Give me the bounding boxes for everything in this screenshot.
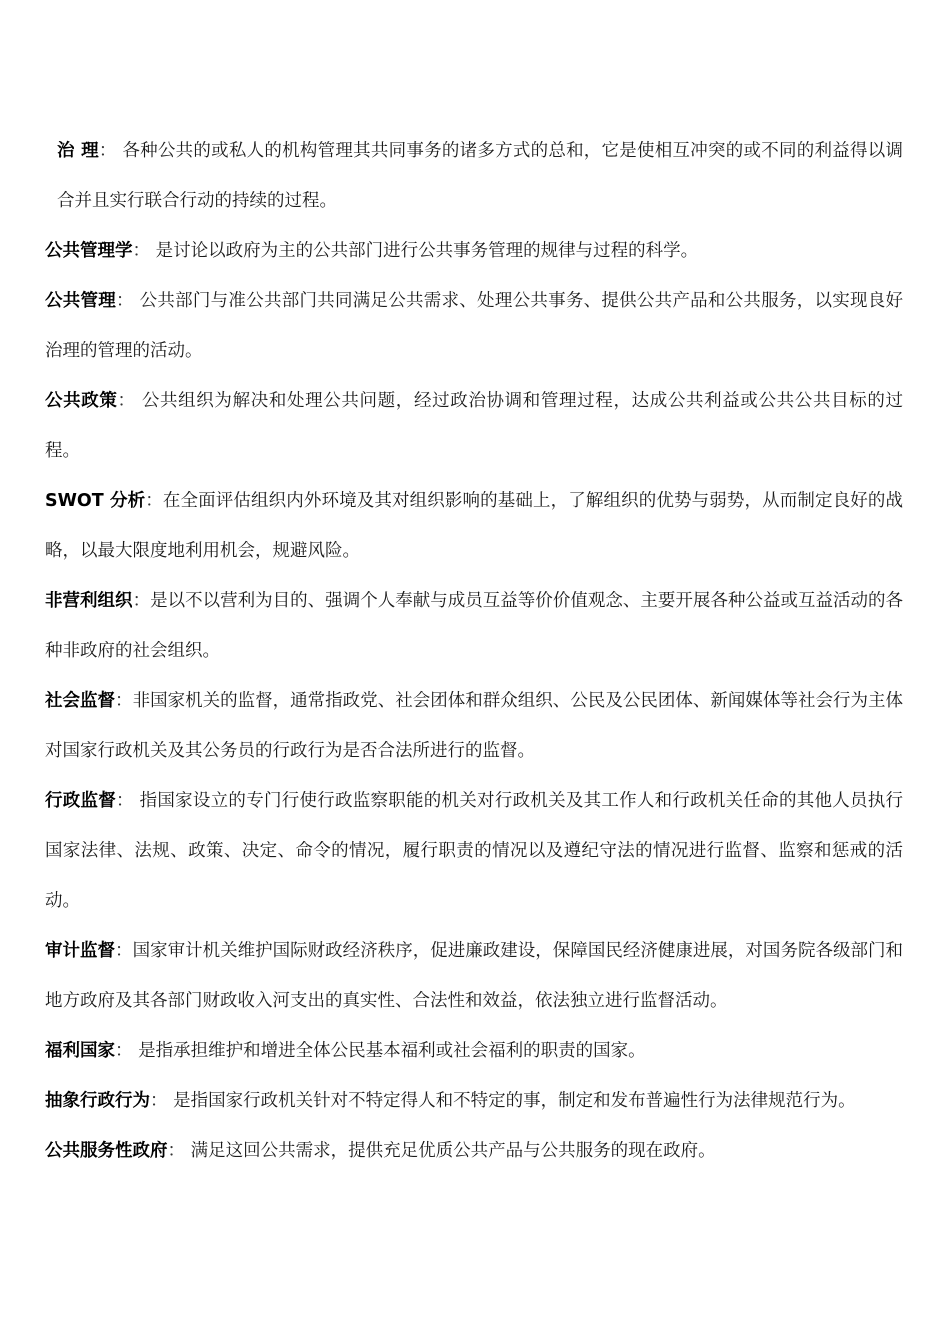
definition: 指国家设立的专门行使行政监察职能的机关对行政机关及其工作人和行政机关任命的其他人员执行国家法律、法规、政策、决定、命令的情况，履行职责的情况以及遵纪守法的情况进行监督、监察和惩戒的活动。	[45, 791, 904, 911]
separator: ：	[116, 291, 140, 311]
entry-abstract-administrative-act	[45, 1076, 903, 1126]
definition: 是指承担维护和增进全体公民基本福利或社会福利的职责的国家。	[138, 1041, 646, 1061]
entry-governance	[45, 126, 903, 226]
definition: 是以不以营利为目的、强调个人奉献与成员互益等价价值观念、主要开展各种公益或互益活动的各种非政府的社会组织。	[45, 591, 904, 661]
term: SWOT 分析	[45, 491, 146, 511]
definition: 是讨论以政府为主的公共部门进行公共事务管理的规律与过程的科学。	[155, 241, 699, 261]
term: 公共管理学	[45, 241, 133, 261]
entry-social-supervision	[45, 676, 903, 776]
separator: ：	[115, 941, 133, 961]
term: 公共服务性政府	[45, 1141, 168, 1161]
definition: 满足这回公共需求，提供充足优质公共产品与公共服务的现在政府。	[190, 1141, 716, 1161]
definition: 是指国家行政机关针对不特定得人和不特定的事，制定和发布普遍性行为法律规范行为。	[173, 1091, 856, 1111]
definition: 在全面评估组织内外环境及其对组织影响的基础上，了解组织的优势与弱势，从而制定良好的战略，以最大限度地利用机会，规避风险。	[45, 491, 904, 561]
document-page	[45, 126, 903, 1176]
entry-public-service-government	[45, 1126, 903, 1176]
entry-nonprofit-organization	[45, 576, 903, 676]
separator: ：	[132, 591, 151, 611]
term: 公共管理	[45, 291, 117, 311]
term: 公共政策	[45, 391, 118, 411]
separator: ：	[116, 791, 140, 811]
separator: ：	[150, 1091, 174, 1111]
entry-public-management-science	[45, 226, 903, 276]
term: 行政监督	[45, 791, 117, 811]
term: 非营利组织	[45, 591, 133, 611]
entry-audit-supervision	[45, 926, 903, 1026]
separator: ：	[167, 1141, 191, 1161]
entry-welfare-state	[45, 1026, 903, 1076]
term: 社会监督	[45, 691, 116, 711]
separator: ：	[115, 1041, 139, 1061]
separator: ：	[132, 241, 156, 261]
definition: 公共部门与准公共部门共同满足公共需求、处理公共事务、提供公共产品和公共服务，以实现良好治理的管理的活动。	[45, 291, 904, 361]
term: 抽象行政行为	[45, 1091, 150, 1111]
term: 福利国家	[45, 1041, 115, 1061]
entry-swot-analysis	[45, 476, 903, 576]
separator: ：	[117, 391, 142, 411]
entry-public-policy	[45, 376, 903, 476]
separator: ：	[145, 491, 163, 511]
definition: 公共组织为解决和处理公共问题，经过政治协调和管理过程，达成公共利益或公共公共目标的过程。	[45, 391, 903, 461]
term: 审计监督	[45, 941, 116, 961]
definition: 各种公共的或私人的机构管理其共同事务的诸多方式的总和，它是使相互冲突的或不同的利益得以调合并且实行联合行动的持续的过程。	[57, 141, 903, 211]
entry-administrative-supervision	[45, 776, 903, 926]
definition: 非国家机关的监督，通常指政党、社会团体和群众组织、公民及公民团体、新闻媒体等社会行为主体对国家行政机关及其公务员的行政行为是否合法所进行的监督。	[45, 691, 904, 761]
separator: ：	[98, 141, 123, 161]
definition: 国家审计机关维护国际财政经济秩序，促进廉政建设，保障国民经济健康进展，对国务院各级部门和地方政府及其各部门财政收入河支出的真实性、合法性和效益，依法独立进行监督活动。	[45, 941, 904, 1011]
separator: ：	[115, 691, 133, 711]
term: 治 理	[57, 141, 99, 161]
entry-public-management	[45, 276, 903, 376]
